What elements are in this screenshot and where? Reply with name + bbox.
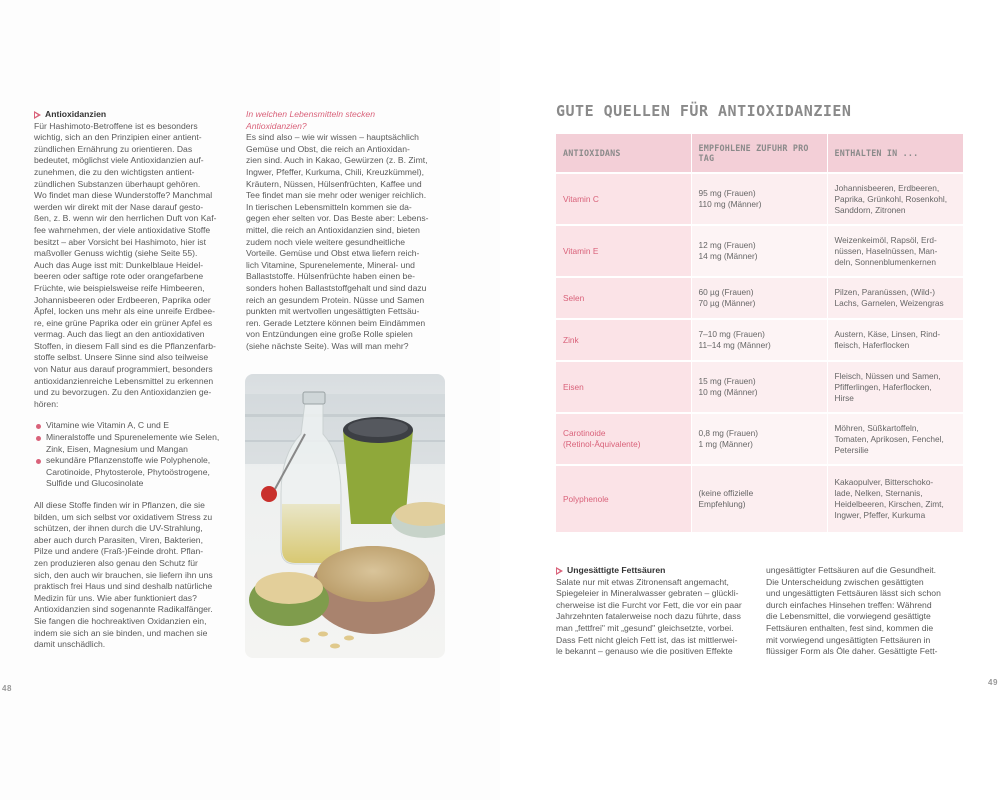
text-line: ungesättigter Fettsäuren auf die Gesundheit. xyxy=(766,565,937,575)
cell-line: Pfifferlingen, Haferflocken, xyxy=(834,381,932,392)
cell-sources xyxy=(827,413,963,465)
text-line: und zu bevorzugen. Zu den Antioxidanzien ge- xyxy=(34,387,212,398)
cell-line: Carotinoide xyxy=(563,428,606,438)
cell-line: 10 mg (Männer) xyxy=(698,387,758,397)
cell-sources xyxy=(827,173,963,225)
text-line: All diese Stoffe finden wir in Pflanzen, die sie xyxy=(34,500,205,510)
body-text xyxy=(246,132,442,352)
cell-line: (Retinol-Äquivalente) xyxy=(563,439,641,449)
right-column-1 xyxy=(556,565,750,658)
table-row xyxy=(556,361,963,413)
header-zufuhr: EMPFOHLENE ZUFUHR PRO TAG xyxy=(691,134,827,173)
text-line: sich, den auch wir brauchen, sie liefern ihn uns xyxy=(34,569,213,580)
cell-line: nüssen, Haselnüssen, Man- xyxy=(834,245,938,256)
cell-line: Fleisch, Nüssen und Samen, xyxy=(834,370,941,381)
text-line: stoffe selbst. Unsere Sinne sind also teilweise xyxy=(34,352,209,363)
food-photo xyxy=(245,374,445,658)
text-line: und ungesättigten Fettsäuren lässt sich schon xyxy=(766,588,941,599)
cell-line: deln, Sonnenblumenkernen xyxy=(834,256,936,267)
cell-line: Polyphenole xyxy=(563,493,609,504)
triangle-bullet-icon xyxy=(556,567,563,575)
cell-line: Pilzen, Paranüssen, (Wild-) xyxy=(834,287,936,297)
page-number-left: 48 xyxy=(2,684,12,693)
cell-sources xyxy=(827,465,963,533)
text-line: antioxidanzienreiche Lebensmittel zu erkennen xyxy=(34,375,214,386)
text-line: Ingwer, Pfeffer, Kurkuma, Chili, Kreuzkümmel), xyxy=(246,166,424,177)
text-line: Dass Fett nicht gleich Fett ist, das ist mittlerwei- xyxy=(556,634,738,645)
text-line: Tee findet man sie mehr oder weniger reichlich. xyxy=(246,190,427,201)
cell-intake xyxy=(691,319,827,361)
text-line: (siehe nächste Seite). Was will man mehr? xyxy=(246,340,409,351)
table-header-row xyxy=(556,134,963,173)
table-row xyxy=(556,277,963,319)
text-line: vermag. Auch das liegt an den antioxidativen xyxy=(34,329,205,340)
table-row xyxy=(556,225,963,277)
table-row xyxy=(556,465,963,533)
cell-line: 12 mg (Frauen) xyxy=(698,240,756,250)
text-line: schützen, der ihnen durch die UV-Strahlung, xyxy=(34,523,203,534)
text-line: ren. Gerade Letztere können beim Eindämmen xyxy=(246,317,426,328)
text-line: Carotinoide, Phytosterole, Phytoöstrogene, xyxy=(46,466,210,477)
table-row xyxy=(556,173,963,225)
text-line: Ballaststoffe. Hülsenfrüchte haben einen be- xyxy=(246,271,415,282)
cell-line: 11–14 mg (Männer) xyxy=(698,340,771,350)
text-line: beeren oder saftige rote oder orangefarbene xyxy=(34,271,204,282)
cell-name xyxy=(556,413,691,465)
cell-line: Selen xyxy=(563,292,585,303)
text-line: Kräutern, Nüssen, Hülsenfrüchten, Kaffee und xyxy=(246,178,422,189)
antioxidant-table xyxy=(556,134,964,534)
text-line: Jahrzehnten fatalerweise noch dazu führte, dass xyxy=(556,611,741,622)
bullet-item xyxy=(34,455,234,490)
section-heading-antioxidanzien: Antioxidanzien xyxy=(34,109,234,121)
text-line: Pilze und andere (Fraß-)Feinde droht. Pflan- xyxy=(34,546,204,557)
cell-line: 15 mg (Frauen) xyxy=(698,376,756,386)
cell-name xyxy=(556,277,691,319)
text-line: punkten mit wertvollen ungesättigten Fettsäu- xyxy=(246,306,420,317)
text-line: zunehmen, die zu den wichtigsten antient- xyxy=(34,166,195,177)
cell-line: Tomaten, Aprikosen, Fenchel, xyxy=(834,433,944,444)
cell-line: Sanddorn, Zitronen xyxy=(834,204,906,215)
text-line: zen produzieren also genau den Schutz für xyxy=(34,557,198,568)
text-line: werden wir direkt mit der Nase darauf gesto- xyxy=(34,201,204,212)
text-line: Spiegeleier in Mineralwasser gebraten – glückli- xyxy=(556,588,739,599)
cell-line: fleisch, Haferflocken xyxy=(834,340,910,350)
text-line: Die Unterscheidung zwischen gesättigten xyxy=(766,576,924,587)
cell-intake xyxy=(691,413,827,465)
text-line: Sie fangen die hochreaktiven Oxidanzien ein, xyxy=(34,615,207,626)
cell-line: 7–10 mg (Frauen) xyxy=(698,329,765,339)
cell-name xyxy=(556,173,691,225)
bullet-item xyxy=(34,420,234,432)
cell-line: Petersilie xyxy=(834,444,869,455)
cell-line: Austern, Käse, Linsen, Rind- xyxy=(834,329,941,339)
text-line: In welchen Lebensmitteln stecken xyxy=(246,109,375,119)
text-line: Stoffen, in diesem Fall sind es die Pflanzenfarb- xyxy=(34,340,216,351)
table-row xyxy=(556,413,963,465)
cell-intake xyxy=(691,277,827,319)
right-column-2 xyxy=(766,565,962,658)
cell-line: 95 mg (Frauen) xyxy=(698,188,756,198)
cell-line: Paprika, Grünkohl, Rosenkohl, xyxy=(834,193,948,204)
text-line: zündlichen Ernährung zu orientieren. Das xyxy=(34,143,193,154)
cell-line: (keine offizielle xyxy=(698,488,754,498)
text-line: die Lebensmittel, die vorwiegend gesättigte xyxy=(766,611,931,622)
body-text xyxy=(556,577,750,658)
triangle-bullet-icon xyxy=(34,111,41,119)
cell-sources xyxy=(827,319,963,361)
cell-line: 70 µg (Männer) xyxy=(698,298,756,308)
cell-line: 110 mg (Männer) xyxy=(698,199,762,209)
text-line: Wo findet man diese Wunderstoffe? Manchmal xyxy=(34,190,213,201)
seeds-and-oil-illustration xyxy=(245,374,445,658)
text-line: Antioxidanzien? xyxy=(246,120,307,131)
text-line: aber auch durch Parasiten, Viren, Bakterien, xyxy=(34,534,203,545)
cell-sources xyxy=(827,225,963,277)
text-line: Gemüse und Obst, die reich an Antioxidan- xyxy=(246,143,410,154)
cell-intake xyxy=(691,225,827,277)
header-antioxidans: ANTIOXIDANS xyxy=(556,134,691,173)
text-line: hören: xyxy=(34,398,59,409)
text-line: von Natur aus darauf programmiert, besonders xyxy=(34,364,213,375)
cell-line: Zink xyxy=(563,334,579,345)
text-line: bedeutet, möglichst viele Antioxidanzien auf- xyxy=(34,155,204,166)
body-text xyxy=(766,565,962,658)
text-line: zudem noch viele weitere gesundheitliche xyxy=(246,236,406,247)
cell-line: 1 mg (Männer) xyxy=(698,439,753,449)
left-column-2 xyxy=(246,109,442,352)
cell-name xyxy=(556,361,691,413)
cell-line: Kakaopulver, Bitterschoko- xyxy=(834,477,934,487)
text-line: mit vorwiegend ungesättigten Fettsäuren in xyxy=(766,634,931,645)
text-line: Vorteile. Gemüse und Obst etwa liefern reich- xyxy=(246,248,420,259)
body-text xyxy=(34,500,234,651)
text-line: reich an gesundem Protein. Nüsse und Samen xyxy=(246,294,425,305)
cell-line: Lachs, Garnelen, Weizengras xyxy=(834,298,944,308)
text-line: Sulfide und Glucosinolate xyxy=(46,478,144,489)
text-line: damit unschädlich. xyxy=(34,639,106,650)
section-heading-fettsaeuren: Ungesättigte Fettsäuren xyxy=(556,565,750,577)
page-number-right: 49 xyxy=(988,678,998,687)
text-line: Äpfel, locken uns mehr als eine unreife Erdbee- xyxy=(34,306,216,317)
text-line: fee wahrnehmen, der viele antioxidative Stoffe xyxy=(34,224,211,235)
cell-name xyxy=(556,225,691,277)
text-line: Auch das Auge isst mit: Dunkelblaue Heidel- xyxy=(34,259,204,270)
text-line: flüssiger Form als Öle daher. Gesättigte Fett- xyxy=(766,646,938,657)
text-line: zien sind. Auch in Kakao, Gewürzen (z. B. Zimt, xyxy=(246,155,428,166)
table-title: GUTE QUELLEN FÜR ANTIOXIDANZIEN xyxy=(556,102,852,120)
cell-line: Johannisbeeren, Erdbeeren, xyxy=(834,182,940,193)
text-line: mittel, die reich an Antioxidanzien sind, bieten xyxy=(246,224,420,235)
cell-line: Hirse xyxy=(834,392,854,403)
cell-intake xyxy=(691,173,827,225)
cell-line: Heidelbeeren, Kirschen, Zimt, xyxy=(834,499,944,509)
cell-line: Empfehlung) xyxy=(698,499,746,509)
text-line: bilden, um sich selbst vor oxidativem Stress zu xyxy=(34,511,213,522)
body-text xyxy=(34,121,234,411)
table-row xyxy=(556,319,963,361)
text-line: ßen, z. B. wenn wir den herrlichen Duft von Kaf- xyxy=(34,213,217,224)
cell-line: lade, Nelken, Sternanis, xyxy=(834,488,923,498)
text-line: Es sind also – wie wir wissen – hauptsächlich xyxy=(246,132,419,143)
text-line: sonders hohen Ballaststoffgehalt und sind dazu xyxy=(246,282,427,293)
text-line: Antioxidanzien sind sogenannte Radikalfänger. xyxy=(34,604,213,615)
cell-line: Eisen xyxy=(563,381,584,392)
text-line: zündlichen Substanzen überhaupt gehören. xyxy=(34,178,201,189)
text-line: gegen eher selten vor. Das Beste aber: Lebens- xyxy=(246,213,429,224)
text-line: Fettsäuren enthalten, fest sind, kommen die xyxy=(766,622,934,633)
text-line: le bekannt – genauso wie die positiven Effekte xyxy=(556,646,733,657)
cell-line: 14 mg (Männer) xyxy=(698,251,758,261)
cell-sources xyxy=(827,277,963,319)
text-line: re, eine grüne Paprika oder ein grüner Apfel es xyxy=(34,317,213,328)
bullet-list xyxy=(34,420,234,490)
text-line: indem sie sich an sie binden, und machen sie xyxy=(34,627,208,638)
text-line: Zink, Eisen, Magnesium und Mangan xyxy=(46,443,188,454)
cell-name xyxy=(556,319,691,361)
cell-name xyxy=(556,465,691,533)
text-line: sekundäre Pflanzenstoffe wie Polyphenole, xyxy=(46,455,211,466)
text-line: besitzt – aber Vorsicht bei Hashimoto, hier ist xyxy=(34,236,206,247)
cell-line: 0,8 mg (Frauen) xyxy=(698,428,758,438)
text-line: In tierischen Lebensmitteln kommen sie da- xyxy=(246,201,412,212)
cell-intake xyxy=(691,361,827,413)
cell-intake xyxy=(691,465,827,533)
text-line: man „fettfrei" mit „gesund" gleichsetzte, vorbei. xyxy=(556,622,734,633)
cell-line: Weizenkeimöl, Rapsöl, Erd- xyxy=(834,234,937,245)
bullet-item xyxy=(34,432,234,455)
text-line: Medizin für uns. Wie aber funktioniert das? xyxy=(34,592,197,603)
text-line: durch einfaches Hinsehen treffen: Während xyxy=(766,599,932,610)
cell-sources xyxy=(827,361,963,413)
text-line: Mineralstoffe und Spurenelemente wie Selen, xyxy=(46,432,220,443)
text-line: von Entzündungen eine große Rolle spielen xyxy=(246,329,413,340)
text-line: Johannisbeeren oder Erdbeeren, Paprika oder xyxy=(34,294,211,305)
text-line: maßvoller Genuss wichtig (siehe Seite 55). xyxy=(34,248,198,259)
cell-line: Vitamin E xyxy=(563,245,599,256)
text-line: praktisch frei Haus und sind deshalb natürliche xyxy=(34,581,213,592)
text-line: lich Vitamine, Spurenelemente, Mineral- und xyxy=(246,259,415,270)
text-line: Für Hashimoto-Betroffene ist es besonders xyxy=(34,120,198,131)
cell-line: Ingwer, Pfeffer, Kurkuma xyxy=(834,510,926,520)
text-line: cherweise ist die Furcht vor Fett, die vor ein paar xyxy=(556,599,742,610)
text-line: Früchte, wie beispielsweise reife Himbeeren, xyxy=(34,282,205,293)
text-line: Salate nur mit etwas Zitronensaft angemacht, xyxy=(556,576,729,587)
subheading xyxy=(246,109,442,132)
text-line: wichtig, sich an den Prinzipien einer antient- xyxy=(34,132,202,143)
header-enthalten: ENTHALTEN IN ... xyxy=(827,134,963,173)
cell-line: Vitamin C xyxy=(563,193,599,204)
left-column-1 xyxy=(34,109,234,651)
text-line: Vitamine wie Vitamin A, C und E xyxy=(46,420,169,431)
cell-line: Möhren, Süßkartoffeln, xyxy=(834,422,919,433)
cell-line: 60 µg (Frauen) xyxy=(698,287,754,297)
